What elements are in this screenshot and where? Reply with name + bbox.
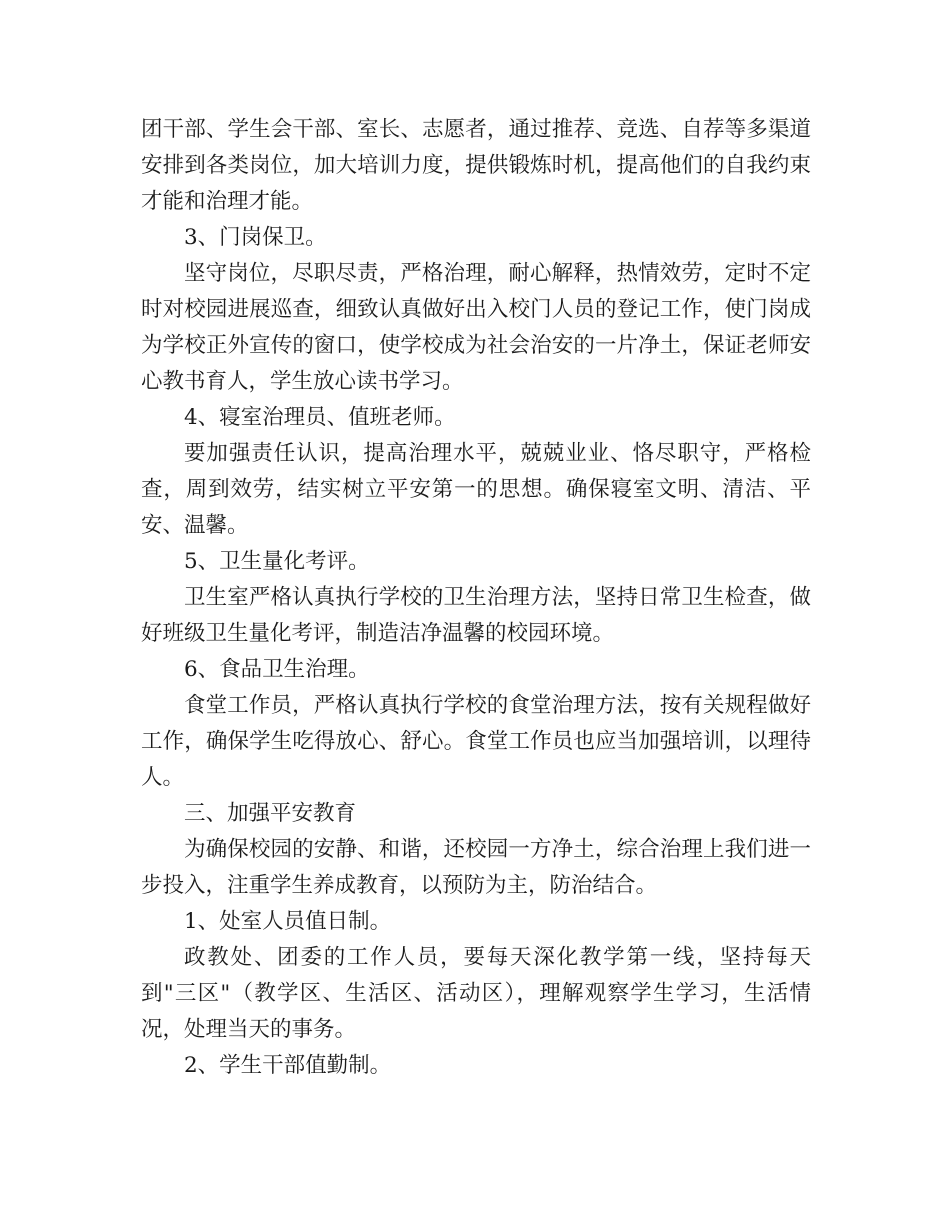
paragraph-1: 团干部、学生会干部、室长、志愿者，通过推荐、竞选、自荐等多渠道安排到各类岗位，加大培训力度，提供锻炼时机，提高他们的自我约束才能和治理才能。 <box>141 117 811 214</box>
paragraph-hygiene-evaluation: 卫生室严格认真执行学校的卫生治理方法，坚持日常卫生检查，做好班级卫生量化考评，制造洁净温馨的校园环境。 <box>141 585 811 646</box>
paragraph-dorm-manager: 要加强责任认识，提高治理水平，兢兢业业、恪尽职守，严格检查，周到效劳，结实树立平安第一的思想。确保寝室文明、清洁、平安、温馨。 <box>141 441 811 538</box>
document-body <box>141 112 811 1084</box>
paragraph-food-hygiene: 食堂工作员，严格认真执行学校的食堂治理方法，按有关规程做好工作，确保学生吃得放心、舒心。食堂工作员也应当加强培训，以理待人。 <box>141 693 811 790</box>
heading-hygiene-evaluation: 5、卫生量化考评。 <box>184 549 370 574</box>
paragraph-gate-guard: 坚守岗位，尽职尽责，严格治理，耐心解释，热情效劳，定时不定时对校园进展巡查，细致认真做好出入校门人员的登记工作，使门岗成为学校正外宣传的窗口，使学校成为社会治安的一片净土，保证老师安心教书育人，学生放心读书学习。 <box>141 261 811 394</box>
heading-food-hygiene: 6、食品卫生治理。 <box>184 657 370 682</box>
paragraph-safety-education: 为确保校园的安静、和谐，还校园一方净土，综合治理上我们进一步投入，注重学生养成教育，以预防为主，防治结合。 <box>141 837 811 898</box>
heading-gate-guard: 3、门岗保卫。 <box>184 225 327 250</box>
heading-dorm-manager: 4、寝室治理员、值班老师。 <box>184 405 456 430</box>
paragraph-office-duty: 政教处、团委的工作人员，要每天深化教学第一线，坚持每天到"三区"（教学区、生活区、活动区），理解观察学生学习，生活情况，处理当天的事务。 <box>141 945 811 1042</box>
section-heading-safety-education: 三、加强平安教育 <box>184 801 357 826</box>
heading-student-cadre-duty: 2、学生干部值勤制。 <box>184 1053 392 1078</box>
heading-office-duty: 1、处室人员值日制。 <box>184 909 392 934</box>
